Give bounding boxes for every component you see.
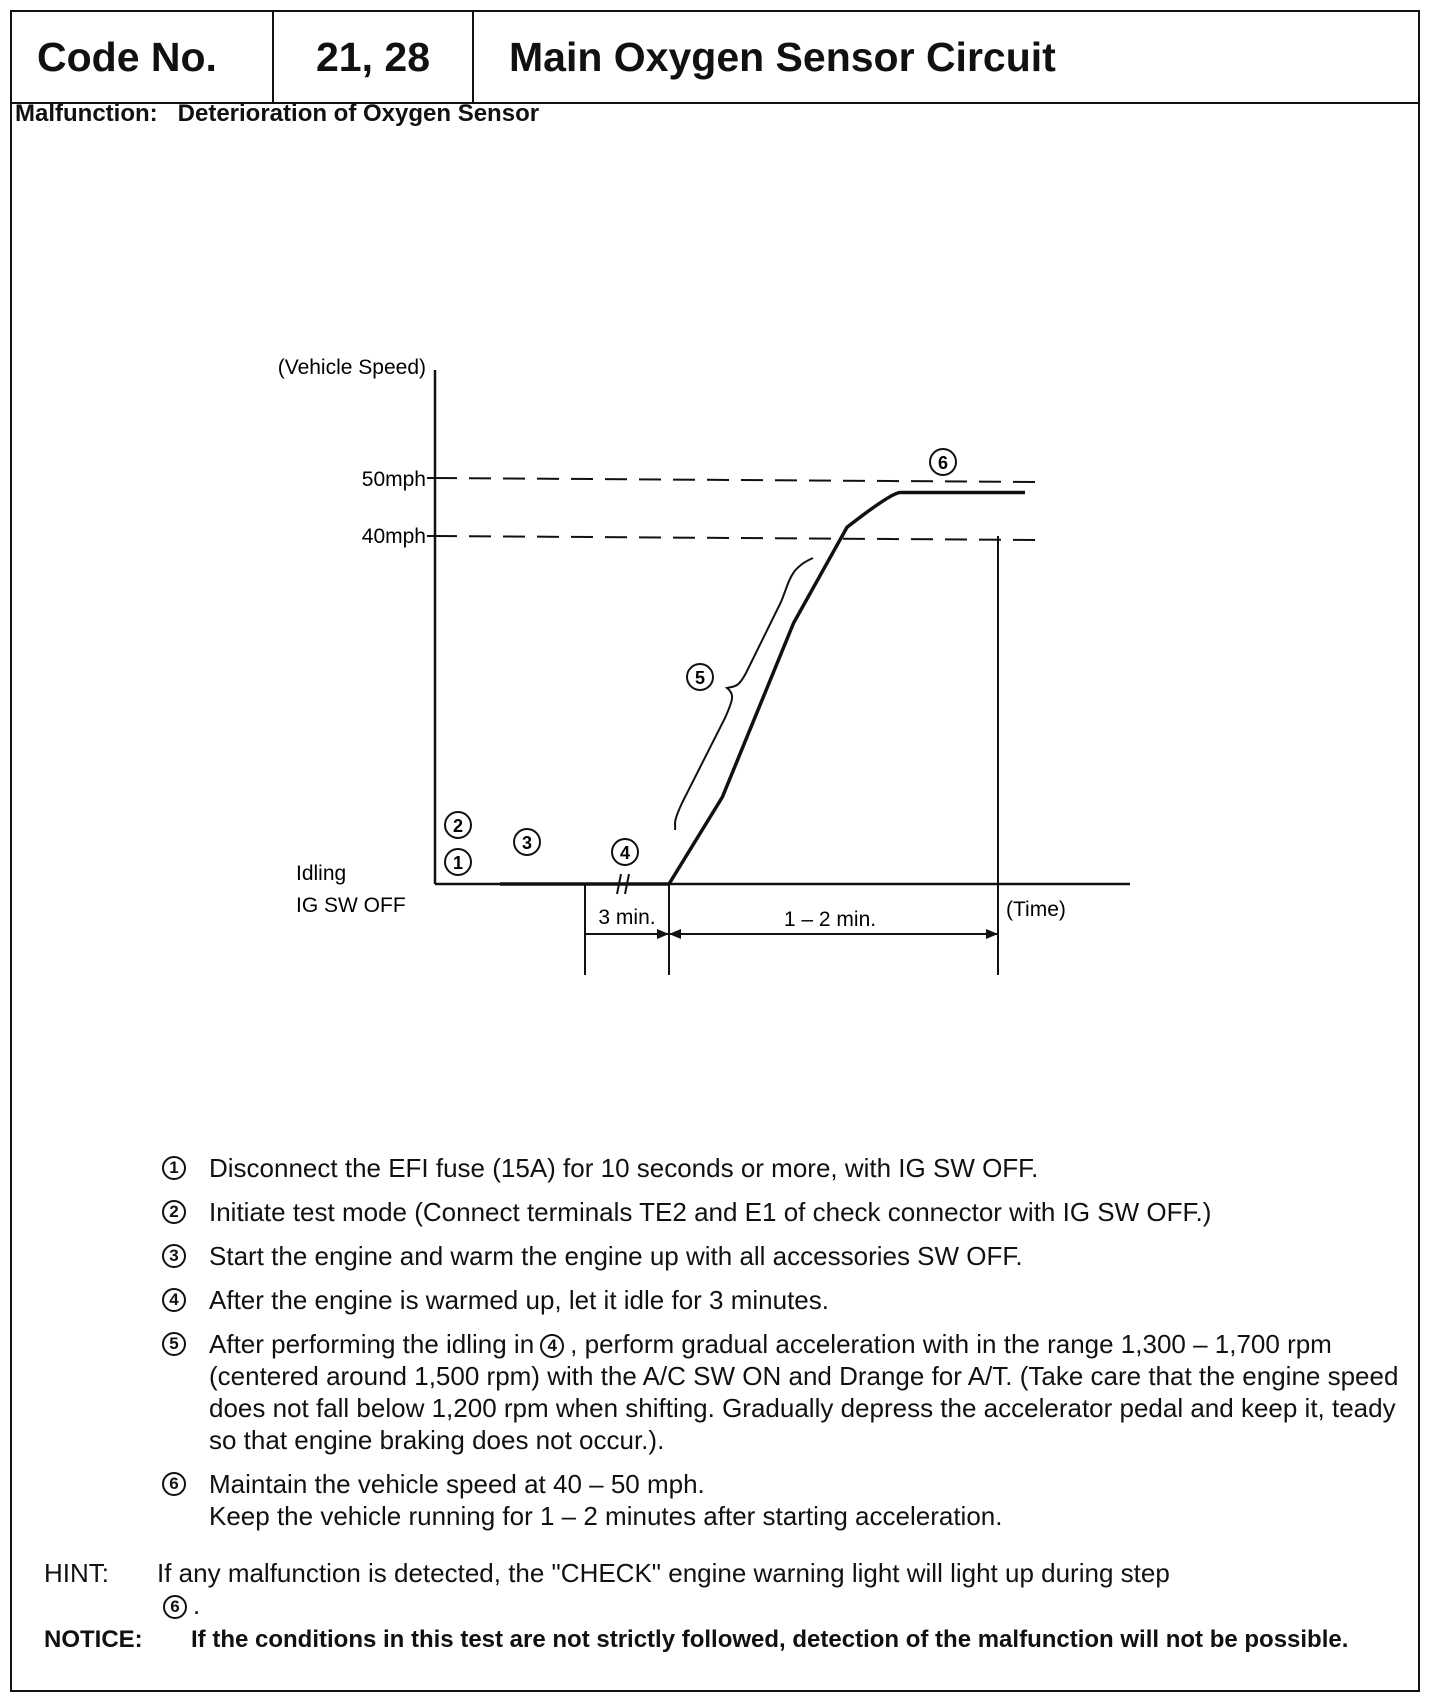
malfunction-label: Malfunction: (15, 100, 158, 127)
step-number-2: 2 (162, 1200, 186, 1224)
step-4 (152, 1284, 1417, 1316)
step-number-1: 1 (162, 1156, 186, 1180)
svg-text:2: 2 (452, 816, 464, 836)
arrowhead-1-2min-left (669, 929, 681, 939)
malfunction-value: Deterioration of Oxygen Sensor (177, 100, 540, 127)
step-marker-1 (445, 849, 471, 875)
svg-text:4: 4 (619, 843, 631, 863)
step-marker-5 (687, 664, 713, 690)
baseline-label-idling: Idling (296, 862, 347, 885)
step-3-text: Start the engine and warm the engine up with all accessories SW OFF. (209, 1241, 1023, 1271)
baseline-label-igsw: IG SW OFF (296, 894, 406, 917)
svg-text:5: 5 (694, 668, 706, 688)
arrowhead-3min-right (657, 929, 669, 939)
step-marker-4 (612, 839, 638, 865)
step-4-text: After the engine is warmed up, let it idle for 3 minutes. (209, 1285, 829, 1315)
svg-text:1: 1 (452, 853, 464, 873)
step-number-4: 4 (162, 1288, 186, 1312)
ref-line-50mph (435, 478, 1040, 482)
step-5-text-before: After performing the idling in (209, 1329, 535, 1359)
notice-label: NOTICE: (44, 1626, 143, 1653)
svg-text:6: 6 (937, 453, 949, 473)
arrowhead-1-2min-right (986, 929, 998, 939)
notice-block (44, 1624, 1404, 1656)
step-number-6: 6 (162, 1472, 186, 1496)
y-tick-label-40: 40mph (361, 525, 426, 548)
x-axis-label: (Time) (1006, 898, 1066, 921)
procedure-steps (152, 1152, 1417, 1544)
step-5 (152, 1328, 1417, 1456)
y-tick-label-50: 50mph (361, 468, 426, 491)
page-title: Main Oxygen Sensor Circuit (509, 33, 1056, 80)
svg-text:3: 3 (521, 833, 533, 853)
y-axis-label: (Vehicle Speed) (277, 356, 426, 379)
step-3 (152, 1240, 1417, 1272)
step-marker-6 (930, 449, 956, 475)
step-number-3: 3 (162, 1244, 186, 1268)
interval-label-1-2min: 1 – 2 min. (783, 908, 877, 931)
hint-end: . (193, 1590, 201, 1620)
hint-block (44, 1557, 1404, 1621)
step-5-text-after: , perform gradual acceleration with in the range 1,300 – 1,700 rpm (centered around 1,500 rpm) with the A/C SW ON and Drange for A/T. (Take care that the engine speed does not fall below 1,200 rpm when shifting. Gradually depress the accelerator pedal and keep it, teady so that engine braking does not occur.). (209, 1329, 1399, 1455)
step-2-text: Initiate test mode (Connect terminals TE2 and E1 of check connector with IG SW OFF.) (209, 1197, 1212, 1227)
step-1-text: Disconnect the EFI fuse (15A) for 10 seconds or more, with IG SW OFF. (209, 1153, 1039, 1183)
hint-ref: 6 (163, 1595, 187, 1619)
speed-series-line (500, 493, 1025, 885)
code-label: Code No. (12, 12, 274, 102)
step-6-line1: Maintain the vehicle speed at 40 – 50 mph. (209, 1469, 705, 1499)
hint-text: If any malfunction is detected, the "CHECK" engine warning light will light up during step (157, 1558, 1170, 1588)
step-2 (152, 1196, 1417, 1228)
ref-line-40mph (435, 536, 1040, 540)
step5-bracket (675, 558, 813, 830)
step-6-line2: Keep the vehicle running for 1 – 2 minutes after starting acceleration. (209, 1501, 1003, 1531)
step-number-5: 5 (162, 1332, 186, 1356)
step-6 (152, 1468, 1417, 1532)
step-marker-2 (445, 812, 471, 838)
step-5-ref: 4 (540, 1334, 564, 1358)
code-value: 21, 28 (274, 12, 474, 102)
hint-label: HINT: (44, 1558, 109, 1588)
step-marker-3 (514, 829, 540, 855)
notice-text: If the conditions in this test are not strictly followed, detection of the malfunction will not be possible. (191, 1626, 1349, 1653)
interval-label-3min: 3 min. (598, 906, 656, 929)
step-1 (152, 1152, 1417, 1184)
